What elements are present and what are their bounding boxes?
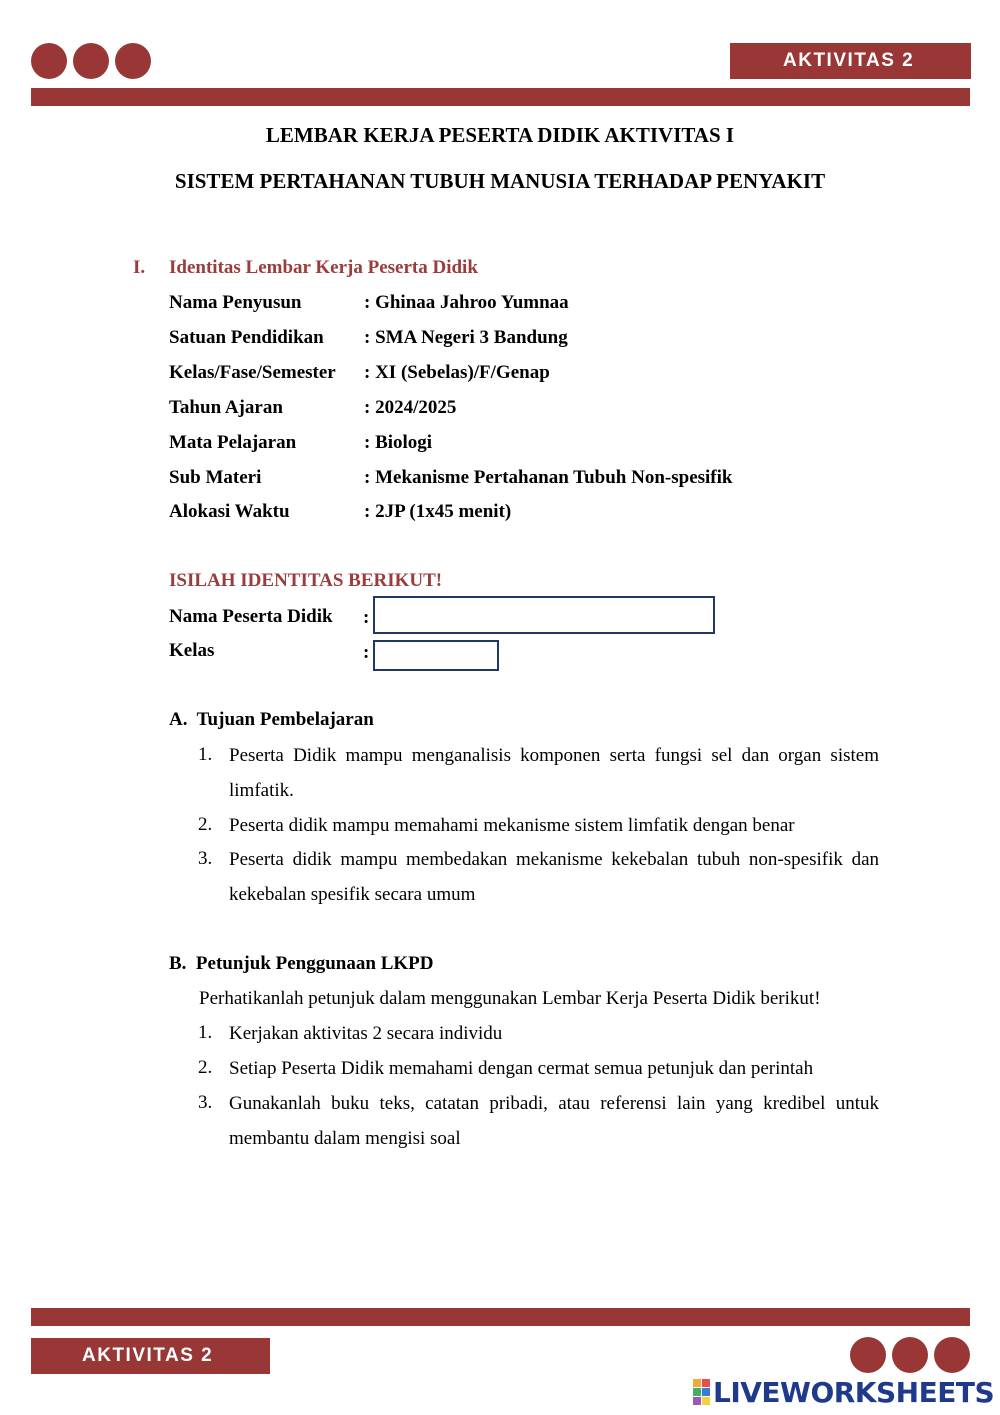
header-activity-badge: AKTIVITAS 2 (730, 43, 971, 79)
page-title-line-1: LEMBAR KERJA PESERTA DIDIK AKTIVITAS I (265, 123, 735, 147)
instruction-item-3: Gunakanlah buku teks, catatan pribadi, atau referensi lain yang kredibel untuk membantu dalam mengisi soal (229, 1093, 879, 1149)
liveworksheets-logo[interactable] (693, 1375, 994, 1409)
objective-item-3: Peserta didik mampu membedakan mekanisme kekebalan tubuh non-spesifik dan kekebalan spesifik secara umum (229, 849, 879, 905)
footer-dot-3 (934, 1337, 970, 1373)
identity-value-alokasi-waktu: : 2JP (1x45 menit) (364, 501, 512, 522)
student-name-label: Nama Peserta Didik (169, 606, 333, 627)
footer-divider-bar (31, 1308, 970, 1326)
student-name-colon: : (363, 607, 370, 628)
identity-label-kelas-fase-semester: Kelas/Fase/Semester (169, 362, 336, 383)
instructions-intro: Perhatikanlah petunjuk dalam menggunakan Lembar Kerja Peserta Didik berikut! (199, 988, 821, 1009)
header-divider-bar (31, 88, 970, 106)
instructions-heading: B. Petunjuk Penggunaan LKPD (169, 953, 434, 974)
instruction-number-1: 1. (198, 1022, 213, 1043)
header-dot-2 (73, 43, 109, 79)
student-form-heading: ISILAH IDENTITAS BERIKUT! (169, 570, 443, 591)
identity-value-kelas-fase-semester: : XI (Sebelas)/F/Genap (364, 362, 550, 383)
objectives-heading: A. Tujuan Pembelajaran (169, 709, 374, 730)
student-class-label: Kelas (169, 640, 215, 661)
identity-label-tahun-ajaran: Tahun Ajaran (169, 397, 283, 418)
logo-square (693, 1397, 701, 1405)
instruction-number-2: 2. (198, 1057, 213, 1078)
logo-square (702, 1379, 710, 1387)
instruction-item-2: Setiap Peserta Didik memahami dengan cermat semua petunjuk dan perintah (229, 1058, 814, 1079)
identity-label-sub-materi: Sub Materi (169, 467, 262, 488)
identity-value-satuan-pendidikan: : SMA Negeri 3 Bandung (364, 327, 568, 348)
objective-item-2: Peserta didik mampu memahami mekanisme sistem limfatik dengan benar (229, 815, 795, 836)
logo-square (702, 1397, 710, 1405)
footer-dot-1 (850, 1337, 886, 1373)
identity-value-sub-materi: : Mekanisme Pertahanan Tubuh Non-spesifik (364, 467, 733, 488)
identity-section-numeral: I. (133, 257, 146, 278)
objective-number-1: 1. (198, 744, 213, 765)
objective-number-2: 2. (198, 814, 213, 835)
student-class-colon: : (363, 642, 370, 663)
identity-label-nama-penyusun: Nama Penyusun (169, 292, 302, 313)
footer-activity-badge: AKTIVITAS 2 (31, 1338, 270, 1374)
identity-label-mata-pelajaran: Mata Pelajaran (169, 432, 297, 453)
logo-square (693, 1388, 701, 1396)
student-class-input[interactable] (373, 640, 499, 671)
logo-square (702, 1388, 710, 1396)
liveworksheets-logo-icon (693, 1379, 710, 1405)
objective-item-1: Peserta Didik mampu menganalisis komponen serta fungsi sel dan organ sistem limfatik. (229, 745, 879, 801)
instruction-item-1: Kerjakan aktivitas 2 secara individu (229, 1023, 503, 1044)
footer-dot-2 (892, 1337, 928, 1373)
header-dot-1 (31, 43, 67, 79)
student-name-input[interactable] (373, 596, 715, 634)
identity-label-alokasi-waktu: Alokasi Waktu (169, 501, 290, 522)
identity-value-tahun-ajaran: : 2024/2025 (364, 397, 457, 418)
logo-square (693, 1379, 701, 1387)
objective-number-3: 3. (198, 848, 213, 869)
identity-value-nama-penyusun: : Ghinaa Jahroo Yumnaa (364, 292, 569, 313)
identity-section-heading: Identitas Lembar Kerja Peserta Didik (169, 257, 478, 278)
instruction-number-3: 3. (198, 1092, 213, 1113)
page-title-line-2: SISTEM PERTAHANAN TUBUH MANUSIA TERHADAP PENYAKIT (174, 169, 826, 193)
liveworksheets-logo-text: LIVEWORKSHEETS (713, 1375, 995, 1409)
identity-value-mata-pelajaran: : Biologi (364, 432, 433, 453)
header-dot-3 (115, 43, 151, 79)
identity-label-satuan-pendidikan: Satuan Pendidikan (169, 327, 324, 348)
